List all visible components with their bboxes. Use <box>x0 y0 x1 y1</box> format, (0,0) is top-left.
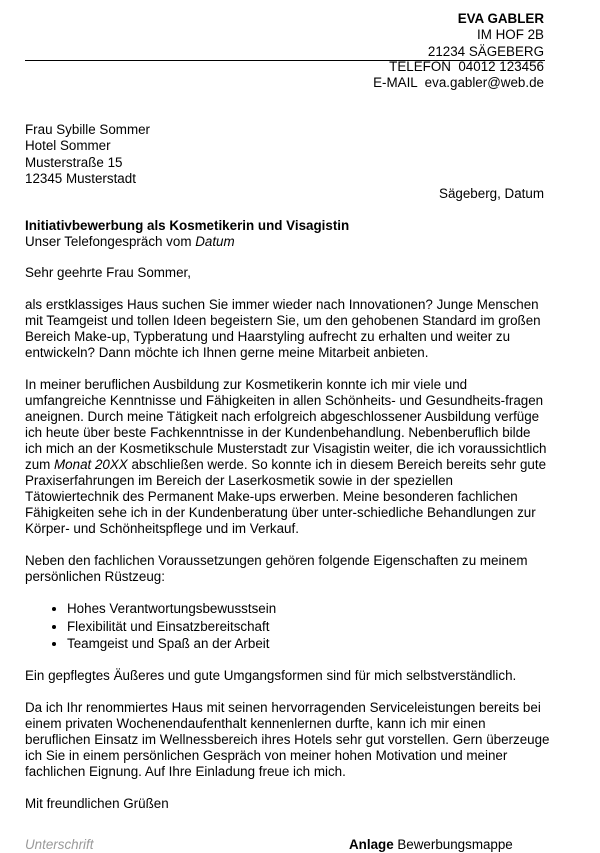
sender-phone: TELEFON 04012 123456 <box>389 59 544 74</box>
signature-placeholder: Unterschrift <box>25 837 94 852</box>
subject-title: Initiativbewerbung als Kosmetikerin und Visagistin <box>25 218 350 233</box>
sender-email: E-MAIL eva.gabler@web.de <box>373 75 544 91</box>
subject-reference <box>25 234 349 250</box>
sender-street: IM HOF 2B <box>477 27 544 43</box>
sender-contact <box>373 59 544 92</box>
recipient-line-2: Hotel Sommer <box>25 138 111 154</box>
attachment-value: Bewerbungsmappe <box>393 837 513 852</box>
list-item: • Flexibilität und Einsatzbereitschaft <box>67 619 550 635</box>
recipient-line-1: Frau Sybille Sommer <box>25 122 151 137</box>
paragraph-qualifications-part-2: abschließen werde. So konnte ich in diesem Bereich bereits sehr gute Praxiserfahrungen im Bereich der Laserkosmetik sowie in der speziellen Tätowiertechnik des Permanent Make-ups erwerben. Meine besonderen fachlichen Fähigkeiten sehe ich in der Kundenberatung über unter-schiedliche Behandlungen zur Körper- und Schönheitspflege und im Verkauf. <box>25 457 547 536</box>
closing: Mit freundlichen Grüßen <box>25 796 169 811</box>
place-date: Sägeberg, Datum <box>439 186 544 201</box>
paragraph-qualifications <box>25 377 550 537</box>
recipient-line-4: 12345 Musterstadt <box>25 170 136 186</box>
subject-block <box>25 218 349 251</box>
paragraph-intro: als erstklassiges Haus suchen Sie immer wieder nach Innovationen? Junge Menschen mit Teamgeist und tollen Ideen begeistern Sie, um den gehobenen Standard im großen Bereich Make-up, Typberatung und Haarstyling aufrecht zu erhalten und weiter zu entwickeln? Dann möchte ich Ihnen gerne meine Mitarbeit anbieten. <box>25 297 541 360</box>
sender-block <box>428 11 544 60</box>
sender-name: EVA GABLER <box>457 11 544 26</box>
attachment-note <box>349 837 513 853</box>
completion-date: Monat 20XX <box>54 457 128 472</box>
letter-body <box>25 265 550 828</box>
list-item: • Teamgeist und Spaß an der Arbeit <box>67 636 550 652</box>
attachment-label: Anlage <box>349 837 394 852</box>
sender-city: 21234 SÄGEBERG <box>427 43 544 59</box>
subject-reference-date: Datum <box>195 234 235 250</box>
paragraph-traits-intro: Neben den fachlichen Voraussetzungen gehören folgende Eigenschaften zu meinem persönlichen Rüstzeug: <box>25 553 528 584</box>
paragraph-motivation: Da ich Ihr renommiertes Haus mit seinen hervorragenden Serviceleistungen bereits bei einem privaten Wochenendaufenthalt kennenlernen durfte, kann ich mir einen beruflichen Einsatz im Wellnessbereich ihres Hotels sehr gut vorstellen. Gern überzeuge ich Sie in einem persönlichen Gespräch von meiner hohen Motivation und meiner fachlichen Eignung. Auf Ihre Einladung freue ich mich. <box>25 700 550 779</box>
traits-list <box>25 601 550 652</box>
subject-reference-prefix: Unser Telefongespräch vom <box>25 234 196 250</box>
recipient-address <box>25 122 150 187</box>
recipient-line-3: Musterstraße 15 <box>25 154 123 170</box>
salutation: Sehr geehrte Frau Sommer, <box>25 265 191 280</box>
paragraph-appearance: Ein gepflegtes Äußeres und gute Umgangsformen sind für mich selbstverständlich. <box>25 668 517 683</box>
paragraph-qualifications-part-1: In meiner beruflichen Ausbildung zur Kosmetikerin konnte ich mir viele und umfangreiche Kenntnisse und Fähigkeiten in allen Schönheits- und Gesundheits-fragen aneignen. Durch meine Tätigkeit nach erfolgreich abgeschlossener Ausbildung verfüge ich heute über beste Fachkenntnisse in der Kundenbehandlung. Nebenberuflich bilde ich mich an der Kosmetikschule Musterstadt zur Visagistin weiter, die ich voraussichtlich zum <box>25 377 547 472</box>
list-item: • Hohes Verantwortungsbewusstsein <box>67 601 550 617</box>
